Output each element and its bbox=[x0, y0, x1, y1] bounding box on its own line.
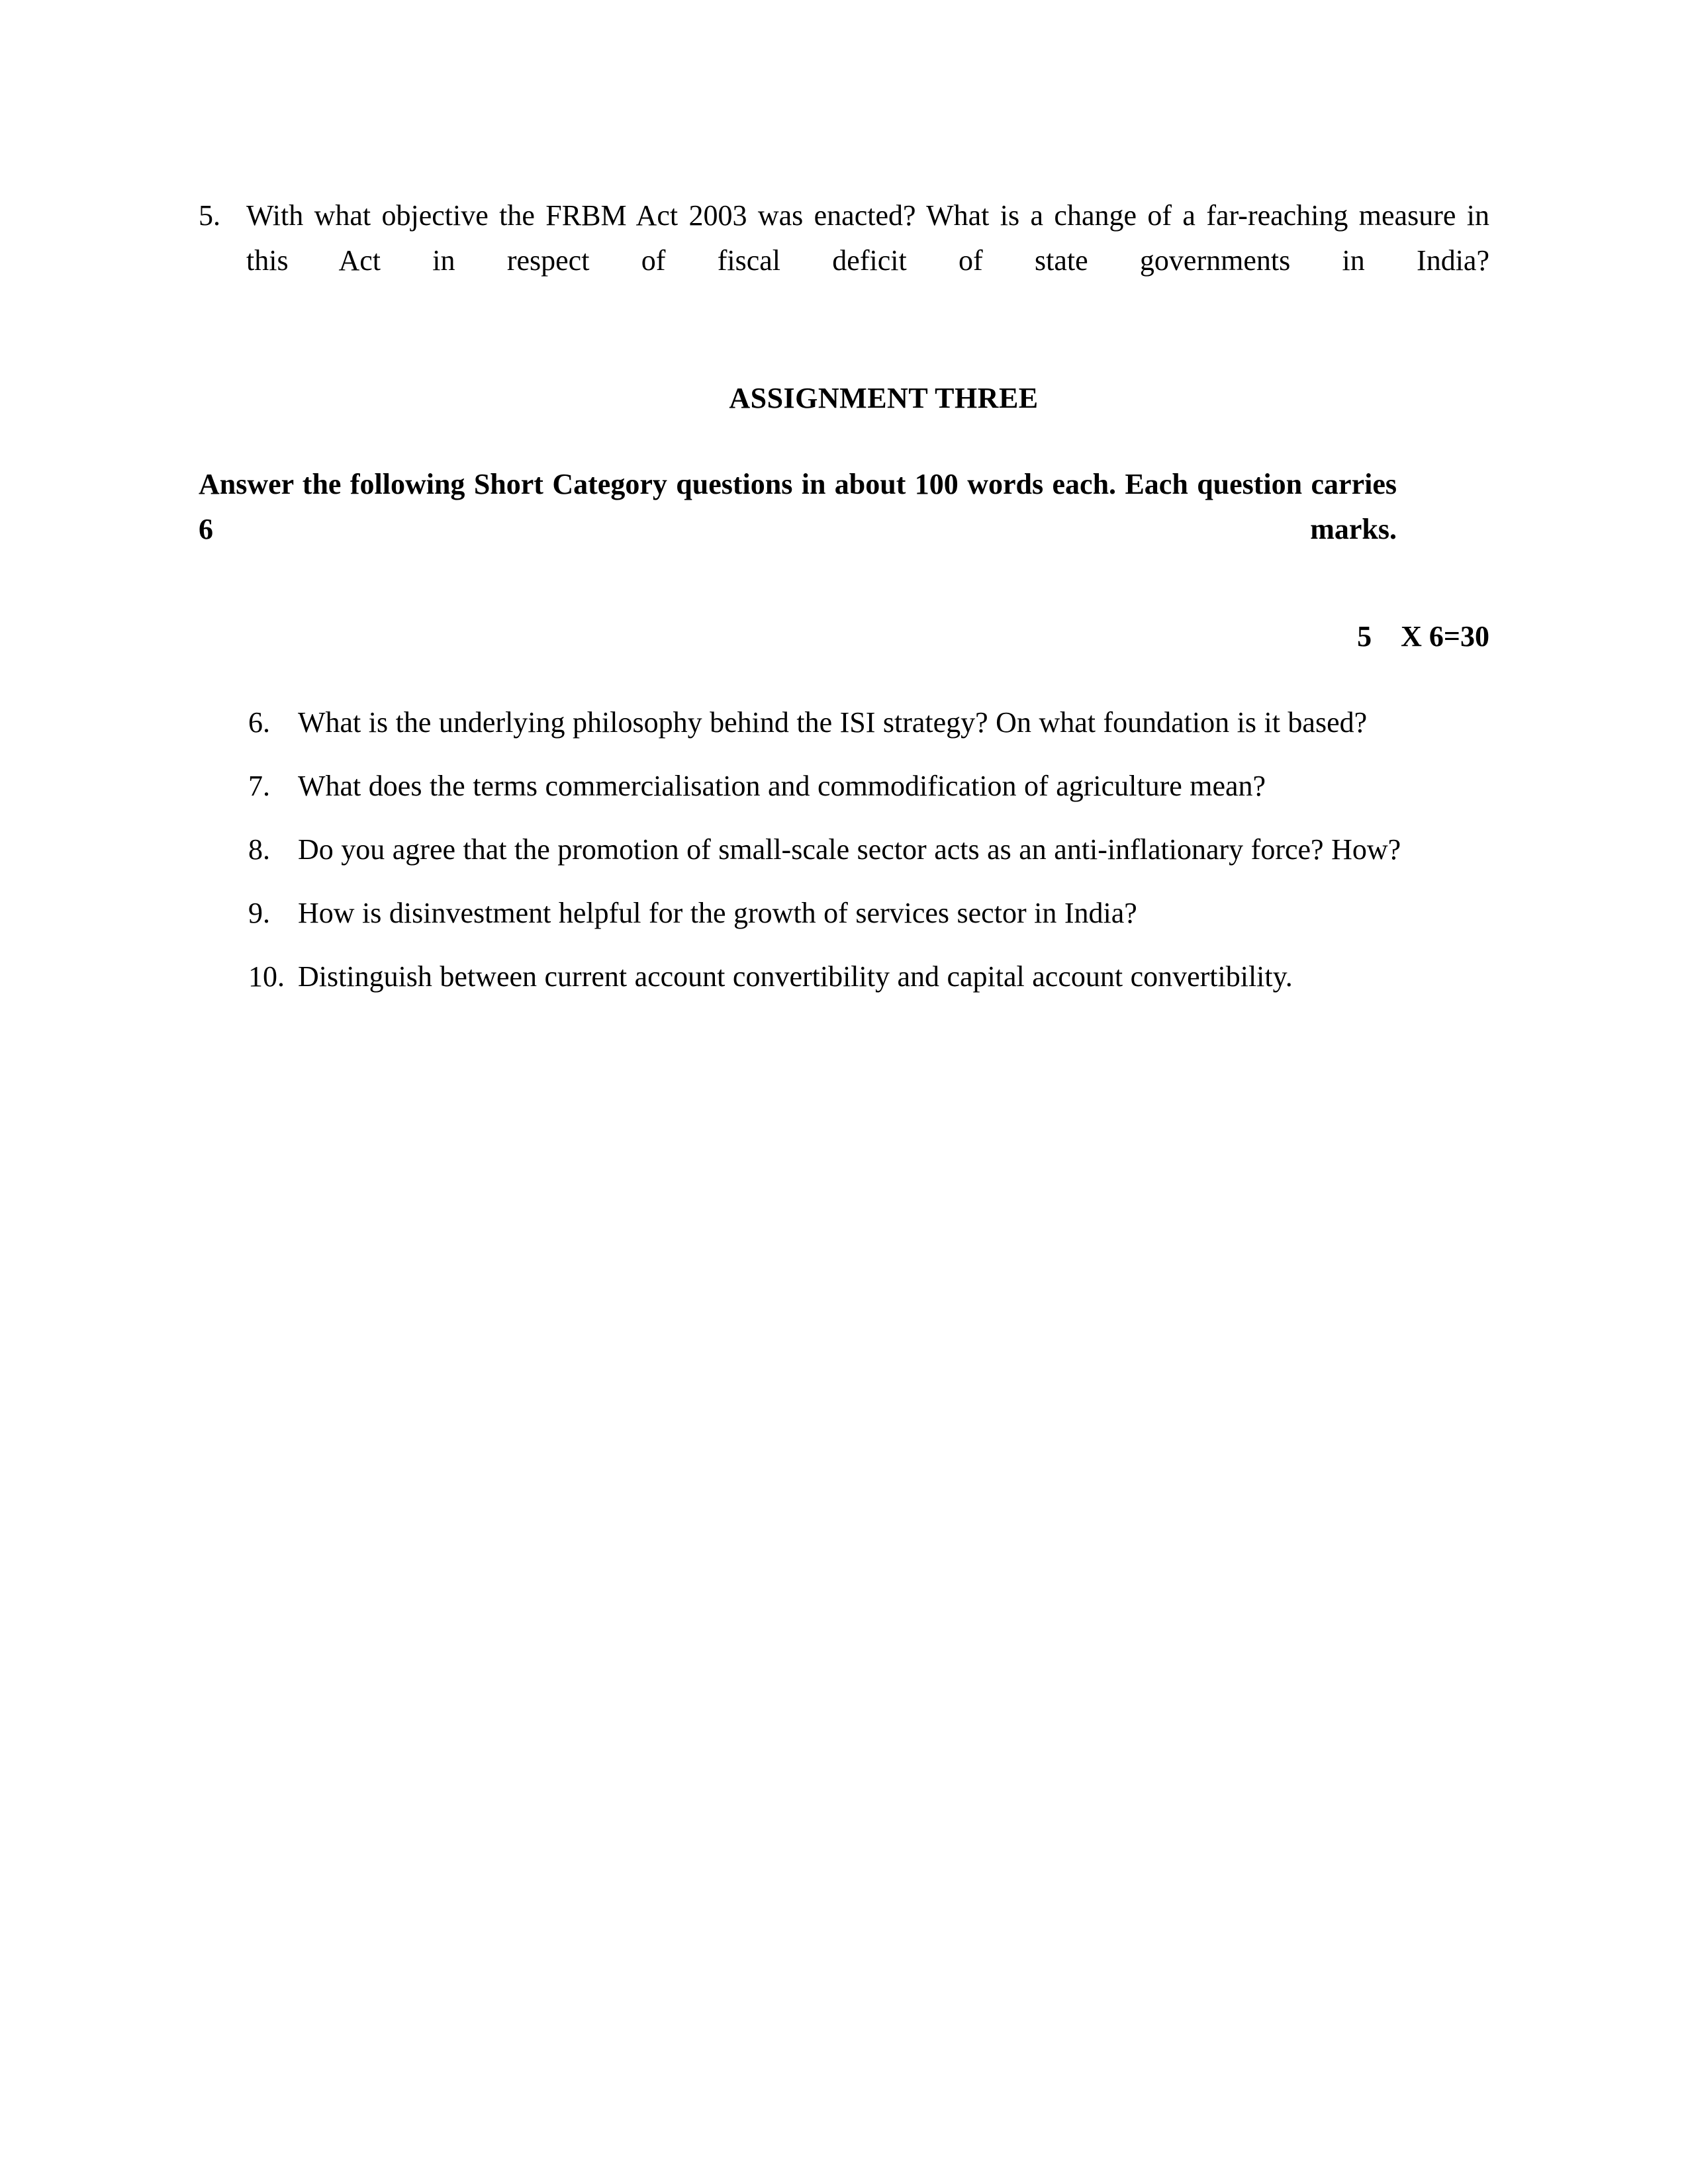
question-number: 6. bbox=[248, 706, 270, 739]
question-number: 7. bbox=[248, 770, 270, 802]
question-item-6 bbox=[199, 700, 1489, 745]
marks-allocation: 5 X 6=30 bbox=[1357, 620, 1489, 653]
question-item-8 bbox=[199, 827, 1489, 872]
question-item-9 bbox=[199, 891, 1489, 936]
list-item-text: With what objective the FRBM Act 2003 was enacted? What is a change of a far-reaching measure in this Act in respect of fiscal deficit of state governments in India? bbox=[246, 199, 1489, 277]
question-text: How is disinvestment helpful for the growth of services sector in India? bbox=[298, 897, 1137, 929]
question-list bbox=[199, 700, 1489, 999]
question-text: What is the underlying philosophy behind the ISI strategy? On what foundation is it based? bbox=[298, 706, 1368, 739]
question-number: 9. bbox=[248, 897, 270, 929]
question-number: 10. bbox=[248, 960, 285, 993]
question-item-10 bbox=[199, 954, 1489, 999]
question-number: 8. bbox=[248, 833, 270, 866]
list-item-5 bbox=[199, 193, 1489, 328]
question-text: What does the terms commercialisation and commodification of agriculture mean? bbox=[298, 770, 1266, 802]
question-text: Distinguish between current account convertibility and capital account convertibility. bbox=[298, 960, 1293, 993]
instruction-paragraph: Answer the following Short Category questions in about 100 words each. Each question carries 6 marks. bbox=[199, 468, 1397, 545]
question-item-7 bbox=[199, 764, 1489, 809]
list-item-number: 5. bbox=[199, 199, 220, 232]
question-text: Do you agree that the promotion of small-scale sector acts as an anti-inflationary force? How? bbox=[298, 833, 1401, 866]
page-content bbox=[199, 193, 1489, 999]
section-heading: ASSIGNMENT THREE bbox=[729, 382, 1039, 414]
